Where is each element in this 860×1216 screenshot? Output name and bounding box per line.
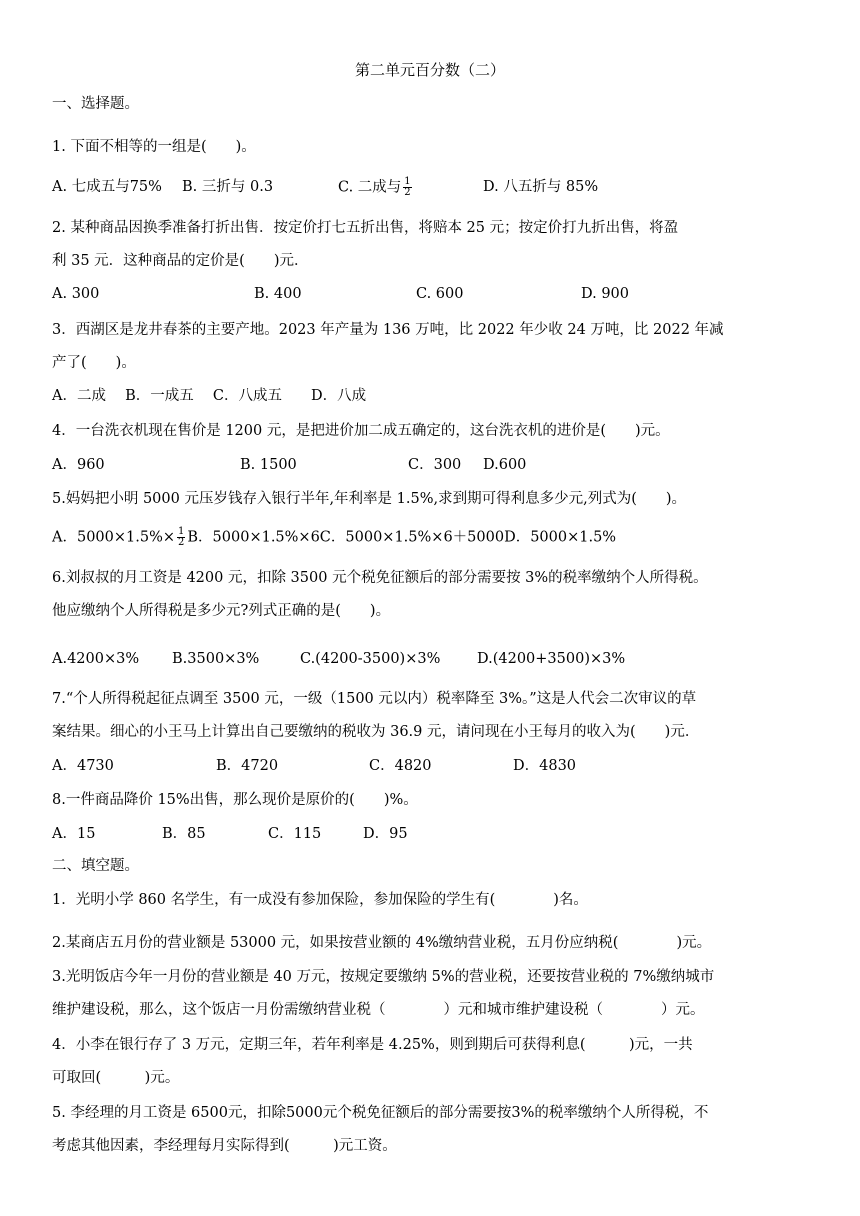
fill-question-4-line-2: 可取回( )元。	[52, 1070, 180, 1086]
fraction-denominator: 2	[404, 187, 411, 198]
q7-option-b: B．4720	[216, 758, 279, 774]
fill-question-3-line-1: 3.光明饭店今年一月份的营业额是 40 万元，按规定要缴纳 5%的营业税，还要按营业税的 7%缴纳城市	[52, 969, 715, 985]
question-4-stem: 4．一台洗衣机现在售价是 1200 元，是把进价加二成五确定的，这台洗衣机的进价是( )元。	[52, 423, 670, 439]
question-6-line-1: 6.刘叔叔的月工资是 4200 元，扣除 3500 元个税免征额后的部分需要按 3%的税率缴纳个人所得税。	[52, 570, 708, 586]
question-2-line-1: 2. 某种商品因换季准备打折出售．按定价打七五折出售，将赔本 25 元；按定价打九折出售，将盈	[52, 220, 679, 236]
fill-question-1: 1．光明小学 860 名学生，有一成没有参加保险，参加保险的学生有( )名。	[52, 892, 588, 908]
q5-options-rest: B．5000×1.5%×6C．5000×1.5%×6＋5000D．5000×1.5%	[187, 529, 617, 546]
section-heading-fill: 二、填空题。	[52, 858, 139, 874]
q1-fraction	[403, 177, 411, 198]
fill-question-5-line-2: 考虑其他因素，李经理每月实际得到( )元工资。	[52, 1138, 397, 1154]
question-8-stem: 8.一件商品降价 15%出售，那么现价是原价的( )%。	[52, 792, 418, 808]
q6-option-b: B.3500×3%	[172, 651, 260, 667]
q2-option-c: C. 600	[416, 286, 464, 302]
q7-option-d: D．4830	[513, 758, 577, 774]
q8-option-c: C．115	[268, 826, 322, 842]
q5-fraction	[177, 527, 185, 548]
question-2-line-2: 利 35 元．这种商品的定价是( )元．	[52, 253, 309, 269]
page-title: 第二单元百分数（二）	[354, 61, 505, 79]
q2-option-b: B. 400	[254, 286, 302, 302]
fraction-denominator: 2	[178, 537, 185, 548]
q1-option-a: A. 七成五与75%	[52, 179, 162, 195]
question-6-line-2: 他应缴纳个人所得税是多少元?列式正确的是( )。	[52, 603, 391, 619]
q4-option-c: C．300	[408, 457, 462, 473]
fill-question-2: 2.某商店五月份的营业额是 53000 元，如果按营业额的 4%缴纳营业税，五月份应纳税( )元。	[52, 935, 712, 951]
question-7-line-1: 7.“个人所得税起征点调至 3500 元，一级（1500 元以内）税率降至 3%。”这是人代会二次审议的草	[52, 691, 697, 707]
question-5-options	[52, 527, 616, 548]
q1-option-c	[338, 177, 414, 198]
q6-option-c: C.(4200-3500)×3%	[300, 651, 441, 667]
question-1-stem: 1. 下面不相等的一组是( )。	[52, 139, 256, 155]
q8-option-b: B．85	[162, 826, 206, 842]
section-heading-choice: 一、选择题。	[52, 96, 139, 112]
fill-question-4-line-1: 4．小李在银行存了 3 万元，定期三年，若年利率是 4.25%，则到期后可获得利息( )元，一共	[52, 1037, 693, 1053]
q4-option-d: D.600	[483, 457, 527, 473]
q2-option-a: A. 300	[52, 286, 100, 302]
q1-option-b: B. 三折与 0.3	[182, 179, 274, 195]
question-5-stem: 5.妈妈把小明 5000 元压岁钱存入银行半年,年利率是 1.5%,求到期可得利息多少元,列式为( )。	[52, 491, 687, 507]
q8-option-a: A．15	[52, 826, 96, 842]
fill-question-5-line-1: 5. 李经理的月工资是 6500元，扣除5000元个税免征额后的部分需要按3%的税率缴纳个人所得税，不	[52, 1105, 709, 1121]
q1-option-c-text: C. 二成与	[338, 179, 402, 196]
q6-option-a: A.4200×3%	[52, 651, 140, 667]
question-7-line-2: 案结果。细心的小王马上计算出自己要缴纳的税收为 36.9 元，请问现在小王每月的收入为( )元．	[52, 724, 700, 740]
question-3-line-2: 产了( )。	[52, 355, 136, 371]
q5-option-a-text: A．5000×1.5%×	[52, 529, 176, 546]
q7-option-a: A．4730	[52, 758, 114, 774]
fill-question-3-line-2: 维护建设税，那么，这个饭店一月份需缴纳营业税（ ）元和城市维护建设税（ ）元。	[52, 1002, 705, 1018]
fraction-numerator: 1	[178, 526, 185, 537]
question-3-options: A．二成 B．一成五 C．八成五 D．八成	[52, 388, 367, 404]
fraction-numerator: 1	[404, 176, 411, 187]
q4-option-b: B. 1500	[240, 457, 297, 473]
q7-option-c: C．4820	[369, 758, 432, 774]
q8-option-d: D．95	[363, 826, 408, 842]
q6-option-d: D.(4200+3500)×3%	[477, 651, 626, 667]
q4-option-a: A．960	[52, 457, 105, 473]
q2-option-d: D. 900	[581, 286, 630, 302]
question-3-line-1: 3．西湖区是龙井春茶的主要产地。2023 年产量为 136 万吨，比 2022 年少收 24 万吨，比 2022 年减	[52, 322, 724, 338]
q1-option-d: D. 八五折与 85%	[483, 179, 599, 195]
